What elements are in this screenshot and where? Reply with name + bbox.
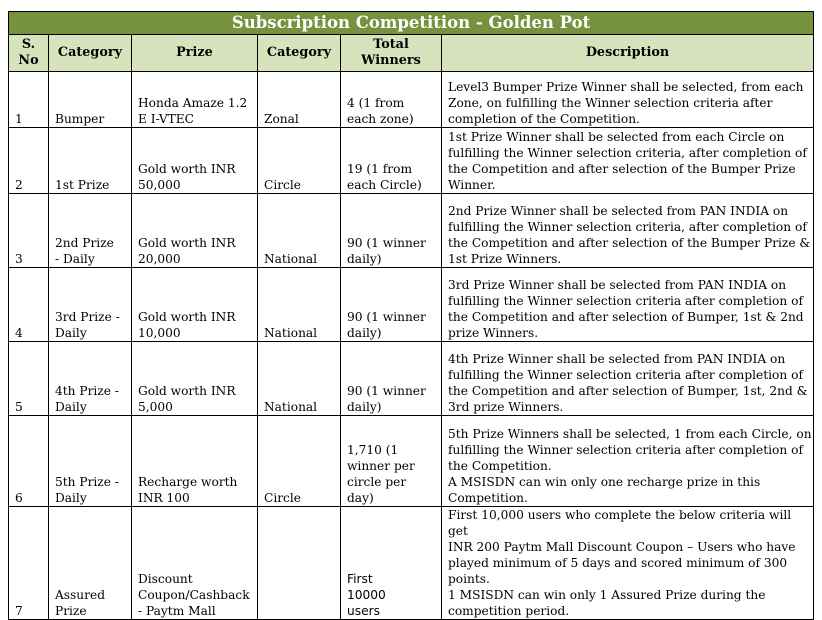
- category-line: 1st Prize: [55, 178, 110, 192]
- header-sno: [9, 35, 49, 72]
- cell-total-winners: [341, 507, 442, 620]
- cell-sno: 1: [9, 72, 49, 128]
- cell-category-level: [258, 507, 341, 620]
- category-line: 3rd Prize -: [55, 310, 120, 324]
- cell-prize: [132, 72, 258, 128]
- cell-category-level: National: [258, 342, 341, 416]
- cell-category-level: Circle: [258, 416, 341, 507]
- description-line: 1st Prize Winner shall be selected from each Circle on: [448, 130, 785, 144]
- category-line: 5th Prize -: [55, 475, 119, 489]
- header-total-winners: [341, 35, 442, 72]
- description-line: the Competition and after selection of the Bumper Prize: [448, 162, 796, 176]
- header-sno-line: No: [18, 53, 39, 68]
- description-line: fulfilling the Winner selection criteria, after completion of: [448, 146, 807, 160]
- cell-prize: [132, 416, 258, 507]
- winners-line: each zone): [347, 112, 414, 126]
- winners-line: daily): [347, 326, 382, 340]
- winners-line: 1,710 (1: [347, 443, 399, 457]
- description-line: 5th Prize Winners shall be selected, 1 from each Circle, on: [448, 427, 812, 441]
- description-line: prize Winners.: [448, 326, 539, 340]
- cell-prize: [132, 268, 258, 342]
- table-row: [9, 194, 814, 268]
- category-line: Daily: [55, 491, 87, 505]
- winners-line: each Circle): [347, 178, 422, 192]
- cell-sno: 2: [9, 128, 49, 194]
- cell-category: [49, 416, 132, 507]
- winners-line: 90 (1 winner: [347, 236, 426, 250]
- winners-line: winner per: [347, 459, 415, 473]
- cell-description: [442, 507, 814, 620]
- winners-line: 19 (1 from: [347, 162, 412, 176]
- winners-line: 10000: [347, 588, 386, 602]
- table-row: [9, 342, 814, 416]
- category-line: Assured: [55, 588, 105, 602]
- cell-category-level: National: [258, 268, 341, 342]
- prize-line: Gold worth INR: [138, 236, 236, 250]
- description-line: the Competition and after selection of Bumper, 1st & 2nd: [448, 310, 804, 324]
- cell-prize: [132, 507, 258, 620]
- table-row: [9, 268, 814, 342]
- cell-category-level: Zonal: [258, 72, 341, 128]
- category-line: Daily: [55, 326, 87, 340]
- winners-line: daily): [347, 400, 382, 414]
- prize-line: 5,000: [138, 400, 173, 414]
- description-line: fulfilling the Winner selection criteria, after completion of: [448, 220, 807, 234]
- cell-description: [442, 72, 814, 128]
- description-line: the Competition and after selection of Bumper, 1st, 2nd &: [448, 384, 808, 398]
- header-winners-line: Total: [373, 37, 409, 52]
- description-line: points.: [448, 572, 490, 586]
- prize-line: 10,000: [138, 326, 181, 340]
- category-line: - Daily: [55, 252, 95, 266]
- cell-total-winners: [341, 194, 442, 268]
- header-category-level: Category: [258, 35, 341, 72]
- description-line: A MSISDN can win only one recharge prize in this: [448, 475, 761, 489]
- category-line: 2nd Prize: [55, 236, 114, 250]
- prize-line: - Paytm Mall: [138, 604, 216, 618]
- prize-line: Honda Amaze 1.2: [138, 96, 248, 110]
- header-description: Description: [442, 35, 814, 72]
- prize-line: Discount: [138, 572, 193, 586]
- description-line: the Competition and after selection of the Bumper Prize &: [448, 236, 811, 250]
- table-row: [9, 416, 814, 507]
- description-line: fulfilling the Winner selection criteria after completion of: [448, 443, 803, 457]
- cell-sno: 5: [9, 342, 49, 416]
- competition-table: [8, 11, 814, 620]
- winners-line: users: [347, 604, 380, 618]
- cell-total-winners: [341, 72, 442, 128]
- description-line: 1st Prize Winners.: [448, 252, 562, 266]
- category-line: Prize: [55, 604, 87, 618]
- description-line: the Competition.: [448, 459, 552, 473]
- cell-category: [49, 342, 132, 416]
- description-line: completion of the Competition.: [448, 112, 640, 126]
- winners-line: First: [347, 572, 373, 586]
- description-line: Winner.: [448, 178, 496, 192]
- cell-category-level: Circle: [258, 128, 341, 194]
- cell-category-level: National: [258, 194, 341, 268]
- category-line: Daily: [55, 400, 87, 414]
- description-line: 1 MSISDN can win only 1 Assured Prize during the: [448, 588, 766, 602]
- description-line: Competition.: [448, 491, 528, 505]
- cell-prize: [132, 194, 258, 268]
- description-line: played minimum of 5 days and scored minimum of 300: [448, 556, 788, 570]
- winners-line: 90 (1 winner: [347, 384, 426, 398]
- cell-category: [49, 72, 132, 128]
- cell-category: [49, 268, 132, 342]
- header-sno-line: S.: [21, 37, 36, 52]
- winners-line: day): [347, 491, 374, 505]
- table-row: [9, 128, 814, 194]
- description-line: First 10,000 users who complete the below criteria will get: [448, 508, 792, 538]
- cell-sno: 6: [9, 416, 49, 507]
- description-line: 3rd prize Winners.: [448, 400, 564, 414]
- cell-description: [442, 194, 814, 268]
- prize-line: E I-VTEC: [138, 112, 194, 126]
- prize-line: 50,000: [138, 178, 181, 192]
- description-line: Level3 Bumper Prize Winner shall be selected, from each: [448, 80, 804, 94]
- cell-prize: [132, 128, 258, 194]
- prize-line: Recharge worth: [138, 475, 238, 489]
- cell-total-winners: [341, 416, 442, 507]
- category-line: Bumper: [55, 112, 105, 126]
- cell-sno: 3: [9, 194, 49, 268]
- prize-line: Gold worth INR: [138, 384, 236, 398]
- header-winners-line: Winners: [361, 53, 421, 68]
- description-line: Zone, on fulfilling the Winner selection criteria after: [448, 96, 773, 110]
- cell-sno: 4: [9, 268, 49, 342]
- table-row: [9, 507, 814, 620]
- header-prize: Prize: [132, 35, 258, 72]
- cell-category: [49, 507, 132, 620]
- header-category: Category: [49, 35, 132, 72]
- winners-line: 4 (1 from: [347, 96, 405, 110]
- description-line: fulfilling the Winner selection criteria after completion of: [448, 368, 803, 382]
- table-row: [9, 72, 814, 128]
- cell-description: [442, 342, 814, 416]
- winners-line: 90 (1 winner: [347, 310, 426, 324]
- description-line: 2nd Prize Winner shall be selected from PAN INDIA on: [448, 204, 789, 218]
- description-line: 3rd Prize Winner shall be selected from PAN INDIA on: [448, 278, 787, 292]
- competition-sheet: [8, 11, 813, 620]
- cell-total-winners: [341, 128, 442, 194]
- winners-line: circle per: [347, 475, 407, 489]
- category-line: 4th Prize -: [55, 384, 119, 398]
- cell-description: [442, 416, 814, 507]
- cell-description: [442, 268, 814, 342]
- description-line: 4th Prize Winner shall be selected from PAN INDIA on: [448, 352, 786, 366]
- winners-line: daily): [347, 252, 382, 266]
- header-row: [9, 35, 814, 72]
- cell-total-winners: [341, 342, 442, 416]
- cell-category: [49, 128, 132, 194]
- prize-line: INR 100: [138, 491, 190, 505]
- cell-total-winners: [341, 268, 442, 342]
- cell-sno: 7: [9, 507, 49, 620]
- prize-line: Gold worth INR: [138, 310, 236, 324]
- prize-line: Coupon/Cashback: [138, 588, 250, 602]
- description-line: INR 200 Paytm Mall Discount Coupon – Users who have: [448, 540, 796, 554]
- prize-line: Gold worth INR: [138, 162, 236, 176]
- description-line: fulfilling the Winner selection criteria after completion of: [448, 294, 803, 308]
- cell-description: [442, 128, 814, 194]
- cell-category: [49, 194, 132, 268]
- cell-prize: [132, 342, 258, 416]
- prize-line: 20,000: [138, 252, 181, 266]
- table-title: Subscription Competition - Golden Pot: [9, 12, 814, 35]
- description-line: competition period.: [448, 604, 570, 618]
